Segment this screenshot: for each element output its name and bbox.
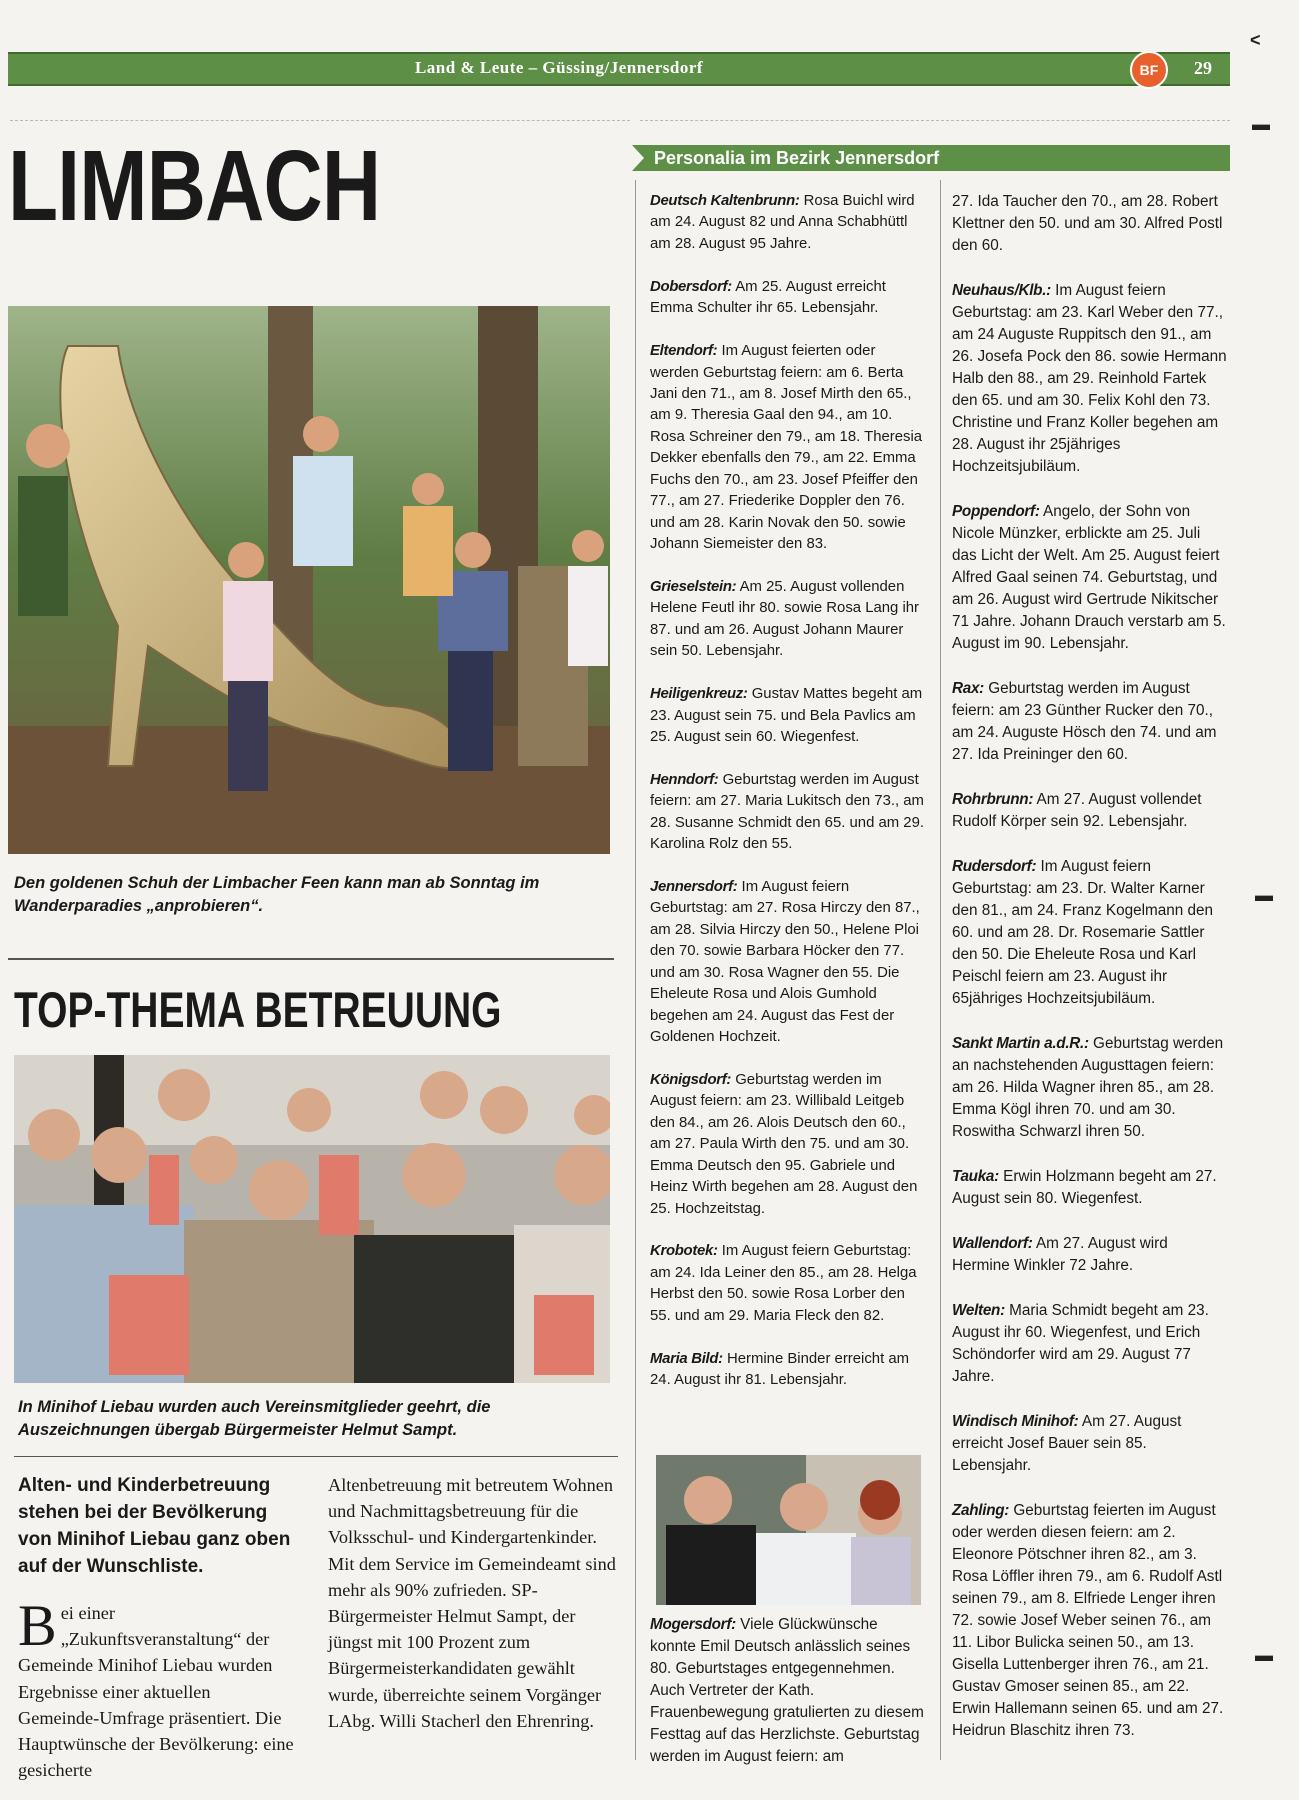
place-name: Zahling: <box>952 1502 1010 1519</box>
place-name: Dobersdorf: <box>650 278 732 295</box>
place-name: Königsdorf: <box>650 1071 732 1088</box>
personalia-entry <box>650 277 925 320</box>
article-lead: Alten- und Kinderbetreuung stehen bei der Bevölkerung von Minihof Liebau ganz oben auf der Wunschliste. <box>18 1475 291 1577</box>
place-name: Krobotek: <box>650 1243 718 1260</box>
divider <box>640 120 1230 121</box>
place-name: Tauka: <box>952 1168 999 1185</box>
photo-caption: In Minihof Liebau wurden auch Vereinsmitglieder geehrt, die Auszeichnungen übergab Bürgermeister Helmut Sampt. <box>18 1398 491 1439</box>
personalia-entry <box>952 1411 1227 1477</box>
entry-text: Im August feiern Geburtstag: am 27. Rosa Hirczy den 87., am 28. Silvia Hirczy den 50., Helene Ploi den 70. sowie Barbara Höcker den 77. und am 30. Rosa Wagner den 55. Die Eheleute Rosa und Alois Gumhold begehen am 24. August das Fest der Goldenen Hochzeit. <box>650 879 920 1046</box>
entry-text: Geburtstag feierten im August oder werden diesen feiern: am 2. Eleonore Pötschner ihren 82., am 3. Rosa Löffler ihren 79., am 6. Rudolf Astl seinen 79., am 8. Elfriede Lenger ihren 72. sowie Josef Weber seinen 76., am 11. Libor Bulicka seinen 50., am 13. Gisella Luttenberger ihren 76., am 21. Gustav Gmoser seinen 85., am 22. Erwin Hallemann seinen 65. und am 27. Heidrun Blaschitz ihren 73. <box>952 1502 1224 1739</box>
mogersdorf-photo <box>656 1455 921 1605</box>
entry-text: Viele Glückwünsche konnte Emil Deutsch anlässlich seines 80. Geburtstages entgegennehmen. Auch Vertreter der Kath. Frauenbewegung gratulierten zu diesem Festtag auf das Herzlichste. Geburtstag werden im August feiern: am <box>650 1616 924 1765</box>
place-name: Eltendorf: <box>650 343 718 360</box>
personalia-entry <box>650 1349 925 1392</box>
column-divider <box>635 180 636 1760</box>
place-name: Neuhaus/Klb.: <box>952 282 1051 299</box>
place-name: Henndorf: <box>650 771 719 788</box>
personalia-entry <box>952 856 1227 1010</box>
place-name: Grieselstein: <box>650 578 737 595</box>
entry-text: Am 25. August vollenden Helene Feutl ihr 80. sowie Rosa Lang ihr 87. und am 26. August Johann Maurer sein 50. Lebensjahr. <box>650 578 920 660</box>
photo-caption: Den goldenen Schuh der Limbacher Feen kann man ab Sonntag im Wanderparadies „anprobieren“. <box>14 874 540 915</box>
entry-text: Angelo, der Sohn von Nicole Münzker, erblickte am 25. Juli das Licht der Welt. Am 25. August feiert Alfred Gaal seinen 74. Geburtstag, und am 26. August wird Gertrude Nikitscher 71 Jahre. Johann Drauch verstarb am 5. August im 90. Lebensjahr. <box>952 503 1226 652</box>
place-name: Poppendorf: <box>952 503 1040 520</box>
personalia-entry <box>952 280 1227 478</box>
article-title: LIMBACH <box>8 130 381 242</box>
personalia-entry <box>952 1033 1227 1143</box>
bf-logo: BF <box>1130 51 1168 89</box>
place-name: Rax: <box>952 680 984 697</box>
page-number: 29 <box>1194 58 1212 78</box>
personalia-entry <box>650 770 925 856</box>
place-name: Rudersdorf: <box>952 858 1037 875</box>
arrow-icon <box>632 145 644 171</box>
article-title: TOP-THEMA BETREUUNG <box>14 982 502 1038</box>
margin-mark: ˂ <box>1250 30 1261 50</box>
personalia-entry <box>952 1500 1227 1742</box>
column-divider <box>940 180 941 1760</box>
entry-text: Am 27. August wird Hermine Winkler 72 Jahre. <box>952 1235 1168 1274</box>
entry-text: Im August feiern Geburtstag: am 24. Ida Leiner den 85., am 28. Helga Herbst den 50. sowie Rosa Lorber den 55. und am 29. Maria Fleck den 82. <box>650 1243 917 1324</box>
place-name: Mogersdorf: <box>650 1616 736 1633</box>
article-body-text: ei einer „Zukunftsveranstaltung“ der Gemeinde Minihof Liebau wurden Ergebnisse einer aktuellen Gemeinde-Umfrage präsentiert. Die Hauptwünsche der Bevölkerung: eine gesicherte <box>18 1603 294 1781</box>
personalia-entry <box>650 877 925 1049</box>
personalia-entry <box>650 341 925 555</box>
personalia-entry-mogersdorf <box>650 1614 925 1768</box>
personalia-entry <box>952 789 1227 833</box>
entry-text: 27. Ida Taucher den 70., am 28. Robert Klettner den 50. und am 30. Alfred Postl den 60. <box>952 193 1223 254</box>
place-name: Welten: <box>952 1302 1005 1319</box>
personalia-entry <box>952 501 1227 655</box>
margin-mark: ▬ <box>1255 1645 1273 1665</box>
entry-text: Am 27. August erreicht Josef Bauer sein 85. Lebensjahr. <box>952 1413 1182 1474</box>
section-title: Land & Leute – Güssing/Jennersdorf <box>414 58 704 77</box>
personalia-entry <box>952 1300 1227 1388</box>
entry-text: Rosa Buichl wird am 24. August 82 und Anna Schabhüttl am 28. August 95 Jahre. <box>650 193 915 252</box>
personalia-entry <box>650 191 925 255</box>
personalia-entry <box>952 1166 1227 1210</box>
personalia-entry <box>952 191 1227 257</box>
place-name: Jennersdorf: <box>650 879 738 895</box>
high-heel-shoe-photo <box>8 306 610 854</box>
entry-text: Hermine Binder erreicht am 24. August ihr 81. Lebensjahr. <box>650 1350 910 1389</box>
entry-text: Erwin Holzmann begeht am 27. August sein 80. Wiegenfest. <box>952 1168 1217 1207</box>
place-name: Wallendorf: <box>952 1235 1033 1252</box>
entry-text: Geburtstag werden an nachstehenden Augusttagen feiern: am 26. Hilda Wagner ihren 85., am 28. Emma Kögl ihren 70. und am 30. Roswitha Schwarzl ihren 50. <box>952 1035 1224 1140</box>
entry-text: Gustav Mattes begeht am 23. August sein 75. und Bela Pavlics am 25. August sein 60. Wiegenfest. <box>650 686 923 745</box>
place-name: Rohrbrunn: <box>952 791 1034 808</box>
entry-text: Maria Schmidt begeht am 23. August ihr 60. Wiegenfest, und Erich Schöndorfer wird am 29. August 77 Jahre. <box>952 1302 1209 1385</box>
drop-cap: B <box>18 1593 57 1658</box>
place-name: Heiligenkreuz: <box>650 686 748 703</box>
entry-text: Am 25. August erreicht Emma Schulter ihr 65. Lebensjahr. <box>650 278 886 317</box>
personalia-column-2 <box>952 191 1227 1765</box>
personalia-entry <box>952 678 1227 766</box>
personalia-header <box>632 145 1230 171</box>
personalia-entry <box>650 577 925 663</box>
personalia-entry <box>650 1241 925 1327</box>
place-name: Windisch Minihof: <box>952 1413 1079 1430</box>
divider <box>10 120 630 121</box>
entry-text: Im August feiern Geburtstag: am 23. Dr. Walter Karner den 81., am 24. Franz Kogelmann den 60. und am 28. Dr. Rosemarie Sattler den 50. Die Eheleute Rosa und Karl Peischl feiern am 23. August ihr 65jähriges Hochzeitsjubiläum. <box>952 858 1214 1007</box>
place-name: Maria Bild: <box>650 1350 723 1367</box>
place-name: Deutsch Kaltenbrunn: <box>650 193 800 209</box>
place-name: Sankt Martin a.d.R.: <box>952 1035 1089 1052</box>
page-header <box>8 52 1230 86</box>
personalia-entry <box>650 684 925 748</box>
entry-text: Geburtstag werden im August feiern: am 23 Günther Rucker den 70., am 24. Auguste Hösch den 74. und am 27. Ida Preininger den 60. <box>952 680 1217 763</box>
margin-mark: ▬ <box>1252 114 1270 134</box>
divider <box>8 958 614 960</box>
margin-mark: ▬ <box>1255 885 1273 905</box>
entry-text: Im August feiern Geburtstag: am 23. Karl Weber den 77., am 24 Auguste Ruppitsch den 91., am 26. Josefa Pock den 86. sowie Hermann Halb den 88., am 29. Reinhold Fartek den 65. und am 30. Felix Kohl den 73. Christine und Franz Koller begehen am 28. August ihr 25jähriges Hochzeitsjubiläum. <box>952 282 1227 475</box>
entry-text: Geburtstag werden im August feiern: am 27. Maria Lukitsch den 73., am 28. Susanne Schmidt den 65. und am 29. Karolina Rolz den 55. <box>650 771 925 853</box>
entry-text: Im August feierten oder werden Geburtstag feiern: am 6. Berta Jani den 71., am 8. Josef Mirth den 65., am 9. Theresia Gaal den 94., am 10. Rosa Schreiner den 79., am 18. Theresia Dekker ebenfalls den 79., am 22. Emma Fuchs den 70., am 23. Josef Pfeiffer den 77., am 27. Friederike Doppler den 76. und am 28. Karin Novak den 50. sowie Johann Siemeister den 83. <box>650 343 923 552</box>
personalia-entry <box>650 1070 925 1220</box>
personalia-heading: Personalia im Bezirk Jennersdorf <box>654 148 940 168</box>
article-body: Altenbetreuung mit betreutem Wohnen und Nachmittagsbetreuung für die Volksschul- und Kindergartenkinder. Mit dem Service im Gemeindeamt sind mehr als 90% zufrieden. SP-Bürgermeister Helmut Sampt, der jüngst mit 100 Prozent zum Bürgermeisterkandidaten gewählt wurde, überreichte seinem Vorgänger LAbg. Willi Stacherl den Ehrenring. <box>328 1475 616 1731</box>
article-body <box>18 1593 296 1783</box>
group-photo <box>14 1055 610 1383</box>
personalia-column-1 <box>650 191 925 1413</box>
entry-text: Geburtstag werden im August feiern: am 23. Willibald Leitgeb den 84., am 26. Alois Deutsch den 60., am 27. Paula Wirth den 75. und am 30. Emma Deutsch den 95. Gabriele und Heinz Wirth begehen am 28. August den 25. Hochzeitstag. <box>650 1071 918 1217</box>
divider <box>14 1456 618 1457</box>
personalia-entry <box>952 1233 1227 1277</box>
entry-text: Am 27. August vollendet Rudolf Körper sein 92. Lebensjahr. <box>952 791 1202 830</box>
